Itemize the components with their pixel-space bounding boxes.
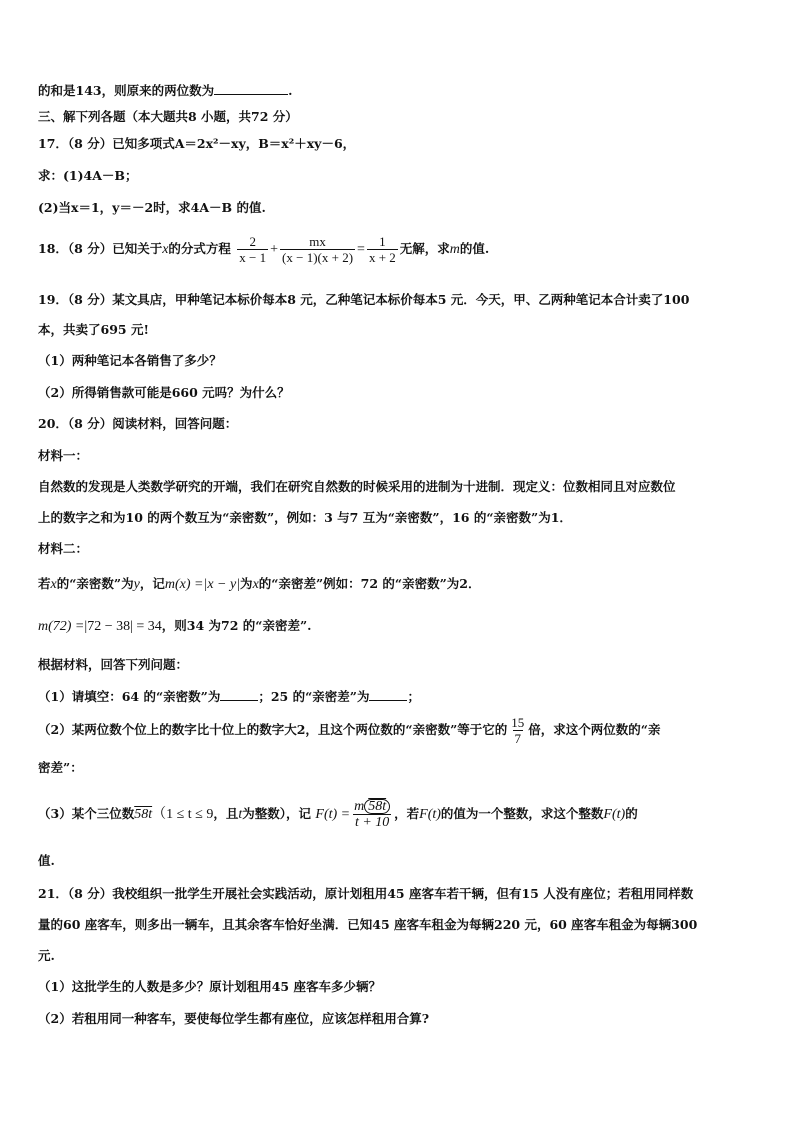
text: 为	[240, 576, 253, 591]
math-expr: m(x) =	[164, 577, 204, 592]
numerator: mx	[309, 234, 326, 249]
q19-stem: 19．（8 分）某文具店，甲种笔记本标价每本8 元，乙种笔记本标价每本5 元．今天，甲、乙两种笔记本合计卖了100	[38, 292, 690, 307]
var-x: x	[50, 577, 57, 592]
text: ，则34 为72 的“亲密差”.	[161, 618, 312, 633]
answer-blank[interactable]	[214, 82, 288, 95]
fraction	[352, 799, 392, 830]
denominator: t + 10	[354, 815, 390, 830]
text: （1）请填空：64 的“亲密数”为	[38, 689, 221, 704]
math-expr: F(t)	[603, 807, 626, 822]
text: 的值.	[459, 241, 490, 256]
text: 的和是143，则原来的两位数为	[38, 83, 215, 98]
var-y: y	[133, 577, 140, 592]
fraction	[280, 234, 355, 265]
text: ；	[407, 689, 420, 704]
material-2-example	[38, 618, 312, 635]
answer-blank[interactable]	[369, 688, 407, 701]
text: ，若	[394, 806, 420, 821]
q21-stem-end: 元.	[38, 948, 55, 963]
math-expr: 58t	[134, 807, 153, 822]
q20-part2-cont: 密差”：	[38, 760, 83, 775]
q21-part2: （2）若租用同一种客车，要使每位学生都有座位，应该怎样租用合算?	[38, 1011, 430, 1026]
text: （2）某两位数个位上的数字比十位上的数字大2，且这个两位数的“亲密数”等于它的	[38, 722, 508, 737]
numerator: 15	[511, 715, 525, 730]
var-m: m	[449, 242, 460, 257]
text: 18．（8 分）已知关于	[38, 241, 163, 256]
denominator: (x − 1)(x + 2)	[282, 250, 354, 265]
fraction	[367, 234, 398, 265]
math-expr: 58t	[364, 799, 390, 814]
text: 倍，求这个两位数的“亲	[528, 722, 661, 737]
text: ，记	[139, 576, 165, 591]
text: 若	[38, 576, 51, 591]
section-heading: 三、解下列各题（本大题共8 小题，共72 分）	[38, 109, 298, 124]
text: ，且	[213, 806, 239, 821]
material-1-text-cont: 上的数字之和为10 的两个数互为“亲密数”，例如：3 与7 互为“亲密数”，16 的“亲密数”为1．	[38, 510, 572, 525]
text: 的值为一个整数，求这个整数	[440, 806, 604, 821]
q17-part2: (2)当x＝1，y＝－2时，求4A－B 的值.	[38, 200, 266, 215]
text: （3）某个三位数	[38, 806, 135, 821]
q18-stem	[38, 232, 489, 267]
var-x: x	[252, 577, 259, 592]
denominator: x + 2	[368, 250, 396, 265]
equals-sign: =	[357, 242, 365, 257]
text: 的“亲密数”为	[56, 576, 134, 591]
material-2-heading: 材料二：	[38, 541, 89, 556]
q20-instruction: 根据材料，回答下列问题：	[38, 657, 189, 672]
numerator: 1	[379, 234, 386, 249]
numerator	[352, 799, 392, 814]
denominator: x − 1	[239, 250, 267, 265]
q20-stem: 20．（8 分）阅读材料，回答问题：	[38, 416, 238, 431]
text: ；25 的“亲密差”为	[258, 689, 370, 704]
q19-part2: （2）所得销售款可能是660 元吗？为什么？	[38, 385, 290, 400]
text: 的	[625, 806, 638, 821]
q19-stem-cont: 本，共卖了695 元!	[38, 322, 149, 337]
text: .	[288, 83, 293, 98]
math-expr: （1 ≤ t ≤ 9	[152, 807, 214, 822]
q19-part1: （1）两种笔记本各销售了多少？	[38, 353, 222, 368]
q21-part1: （1）这批学生的人数是多少？原计划租用45 座客车多少辆？	[38, 979, 381, 994]
numerator: 2	[249, 234, 256, 249]
q21-stem: 21．（8 分）我校组织一批学生开展社会实践活动，原计划租用45 座客车若干辆，但有15 人没有座位；若租用同样数	[38, 886, 694, 901]
plus-sign: +	[270, 242, 279, 257]
denominator: 7	[514, 731, 522, 746]
q21-stem-cont: 量的60 座客车，则多出一辆车，且其余客车恰好坐满．已知45 座客车租金为每辆220 元，60 座客车租金为每辆300	[38, 917, 698, 932]
q20-part3	[38, 794, 638, 835]
math-expr: F(t) =	[315, 807, 351, 822]
math-expr: |72 − 38| = 34	[84, 619, 162, 634]
math-expr: m(72) =	[38, 619, 85, 634]
fraction	[509, 715, 526, 746]
q17-part1: 求：(1)4A－B；	[38, 168, 138, 183]
q20-part1	[38, 688, 420, 705]
answer-blank[interactable]	[220, 688, 258, 701]
material-1-text: 自然数的发现是人类数学研究的开端，我们在研究自然数的时候采用的进制为十进制．现定义：位数相同且对应数位	[38, 479, 676, 494]
text: 无解，求	[399, 241, 450, 256]
var-x: x	[162, 242, 169, 257]
text: 的分式方程	[168, 241, 231, 256]
math-expr: F(t)	[419, 807, 441, 822]
math-expr: m	[354, 799, 365, 814]
line-01	[38, 82, 292, 99]
material-2-definition	[38, 576, 481, 593]
math-expr: |x − y|	[203, 577, 241, 592]
text: 为整数），记	[242, 806, 312, 821]
var-t: t	[238, 807, 243, 822]
text: 的“亲密差”例如：72 的“亲密数”为2．	[258, 576, 481, 591]
q17-stem: 17．（8 分）已知多项式A＝2x²－xy，B＝x²＋xy－6，	[38, 136, 356, 151]
q20-part3-cont: 值.	[38, 853, 55, 868]
q20-part2	[38, 712, 660, 748]
fraction	[237, 234, 268, 265]
material-1-heading: 材料一：	[38, 448, 89, 463]
